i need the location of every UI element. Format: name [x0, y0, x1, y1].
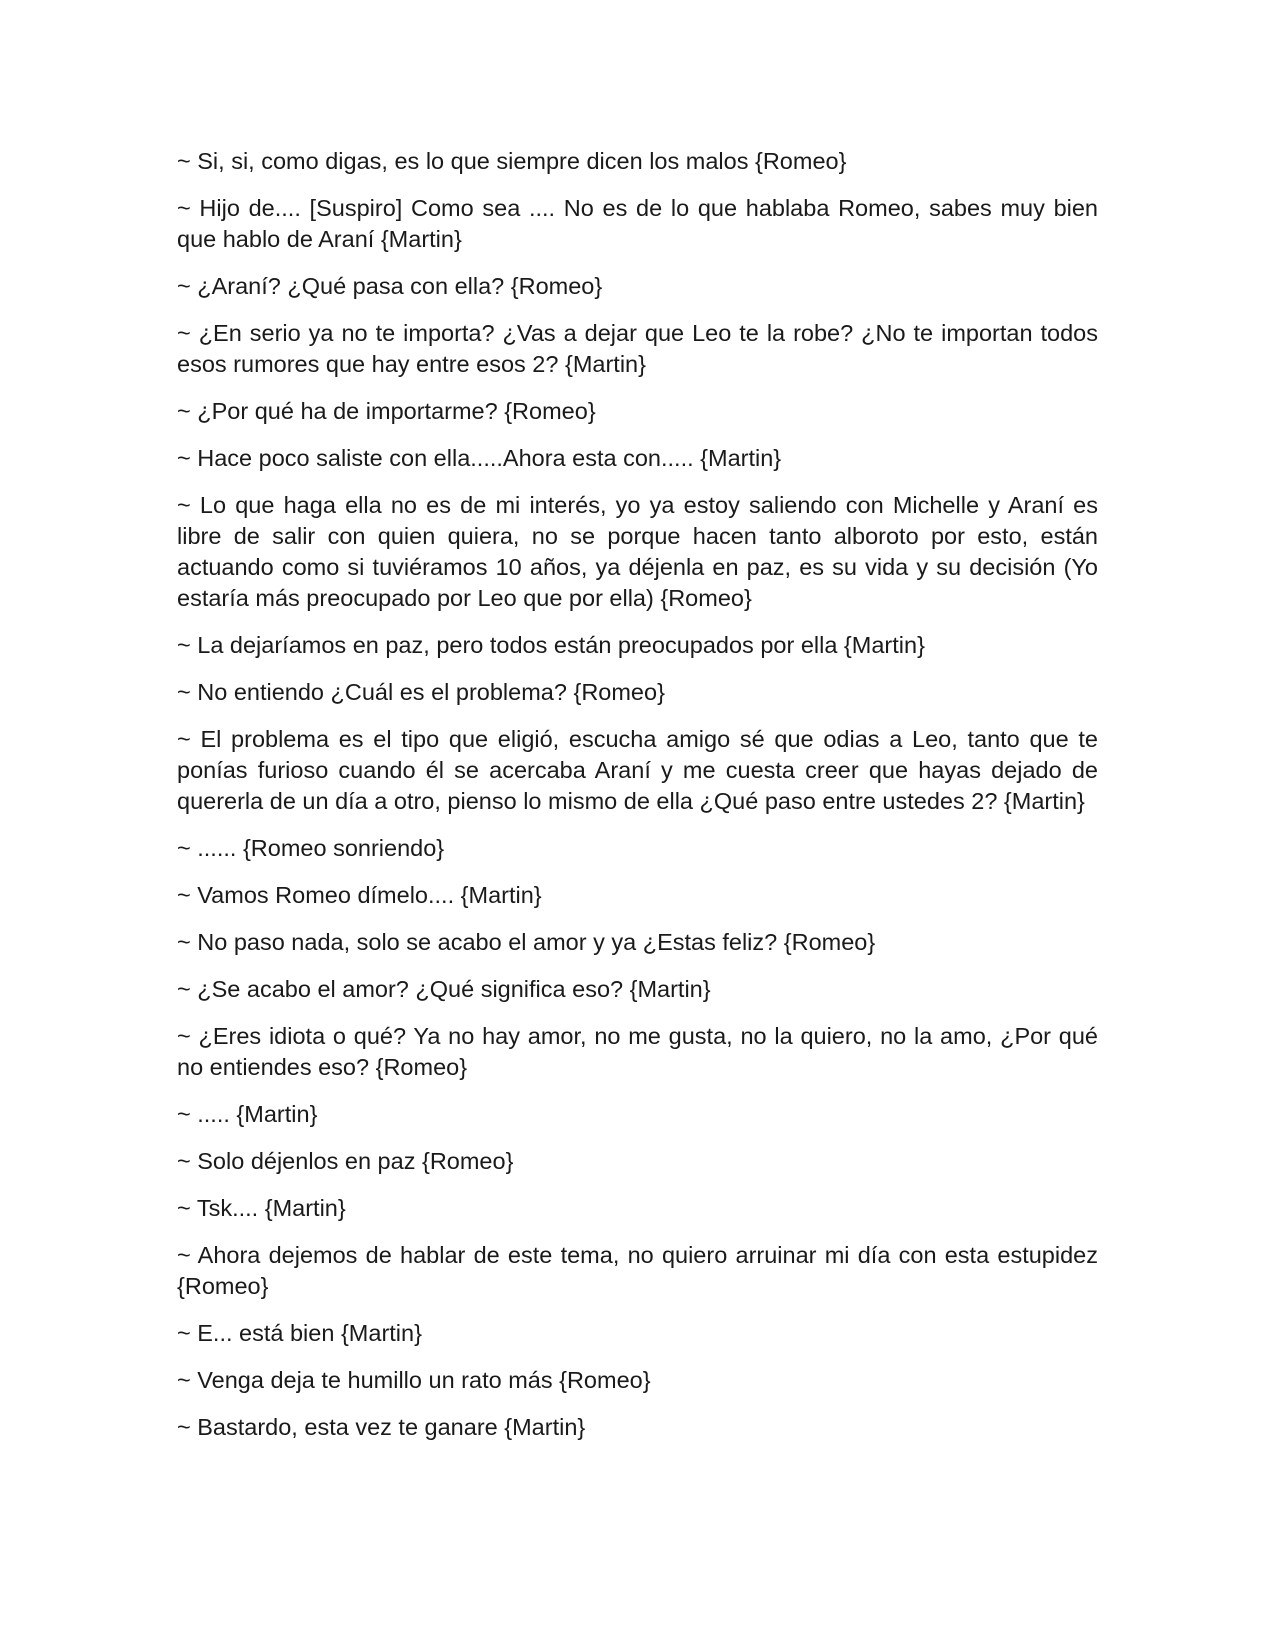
dialogue-line: ~ ¿Eres idiota o qué? Ya no hay amor, no me gusta, no la quiero, no la amo, ¿Por qué no entiendes eso? {Romeo} [177, 1023, 1098, 1080]
dialogue-line: ~ ¿En serio ya no te importa? ¿Vas a dejar que Leo te la robe? ¿No te importan todos esos rumores que hay entre esos 2? {Martin} [177, 320, 1098, 377]
dialogue-line: ~ ...... {Romeo sonriendo} [177, 835, 445, 861]
dialogue-line: ~ Hijo de.... [Suspiro] Como sea .... No es de lo que hablaba Romeo, sabes muy bien que hablo de Araní {Martin} [177, 195, 1098, 252]
dialogue-line: ~ E... está bien {Martin} [177, 1320, 422, 1346]
dialogue-line: ~ Hace poco saliste con ella.....Ahora esta con..... {Martin} [177, 445, 782, 471]
dialogue-line: ~ La dejaríamos en paz, pero todos están preocupados por ella {Martin} [177, 632, 925, 658]
dialogue-line: ~ No entiendo ¿Cuál es el problema? {Romeo} [177, 679, 665, 705]
dialogue-line: ~ ¿Araní? ¿Qué pasa con ella? {Romeo} [177, 273, 603, 299]
dialogue-line: ~ Bastardo, esta vez te ganare {Martin} [177, 1414, 586, 1440]
dialogue-line: ~ ¿Se acabo el amor? ¿Qué significa eso? {Martin} [177, 976, 711, 1002]
dialogue-body [177, 146, 1098, 1459]
dialogue-line: ~ Ahora dejemos de hablar de este tema, no quiero arruinar mi día con esta estupidez {Romeo} [177, 1242, 1098, 1299]
dialogue-line: ~ Venga deja te humillo un rato más {Romeo} [177, 1367, 651, 1393]
dialogue-line: ~ ¿Por qué ha de importarme? {Romeo} [177, 398, 596, 424]
dialogue-line: ~ Solo déjenlos en paz {Romeo} [177, 1148, 514, 1174]
dialogue-line: ~ Lo que haga ella no es de mi interés, yo ya estoy saliendo con Michelle y Araní es libre de salir con quien quiera, no se porque hacen tanto alboroto por esto, están actuando como si tuviéramos 10 años, ya déjenla en paz, es su vida y su decisión (Yo estaría más preocupado por Leo que por ella) {Romeo} [177, 492, 1098, 611]
dialogue-line: ~ Si, si, como digas, es lo que siempre dicen los malos {Romeo} [177, 148, 847, 174]
dialogue-line: ~ Tsk.... {Martin} [177, 1195, 346, 1221]
dialogue-line: ~ No paso nada, solo se acabo el amor y ya ¿Estas feliz? {Romeo} [177, 929, 876, 955]
dialogue-line: ~ Vamos Romeo dímelo.... {Martin} [177, 882, 542, 908]
dialogue-line: ~ ..... {Martin} [177, 1101, 318, 1127]
dialogue-line: ~ El problema es el tipo que eligió, escucha amigo sé que odias a Leo, tanto que te ponías furioso cuando él se acercaba Araní y me cuesta creer que hayas dejado de quererla de un día a otro, pienso lo mismo de ella ¿Qué paso entre ustedes 2? {Martin} [177, 726, 1098, 814]
